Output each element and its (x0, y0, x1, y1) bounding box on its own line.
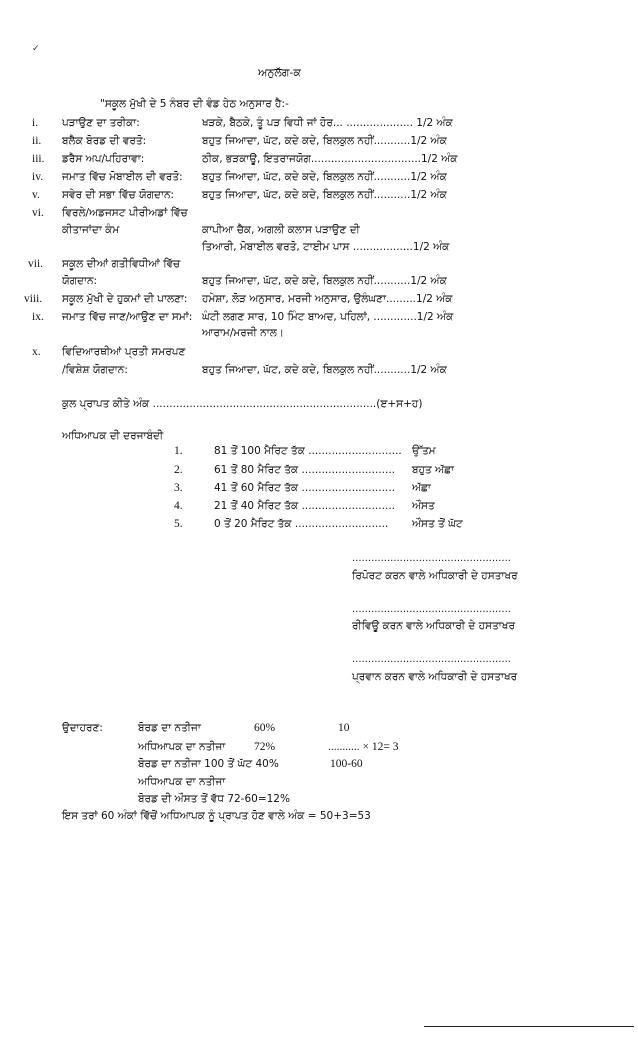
criterion-options: ਬਹੁਤ ਜਿਆਦਾ, ਘੱਟ, ਕਦੇ ਕਦੇ, ਬਿਲਕੁਲ ਨਹੀਂ...........1/2 ਅੰਕ (202, 275, 447, 287)
grade-number: 4. (174, 500, 183, 512)
grade-range: 81 ਤੋਂ 100 ਮੈਰਿਟ ਤੱਕ ............................ (214, 445, 402, 457)
criterion-label: ਸਕੂਲ ਮੁੱਖੀ ਦੇ ਹੁਕਮਾਂ ਦੀ ਪਾਲਣਾ: (62, 293, 188, 305)
criterion-options: ਖੜਕੇ, ਬੈਠਕੇ, ਤੂੰ ਪੜ ਵਿਧੀ ਜਾਂ ਹੋਰ... .................... 1/2 ਅੰਕ (202, 117, 453, 129)
example-row-text: ਅਧਿਆਪਕ ਦਾ ਨਤੀਜਾ (138, 776, 226, 788)
criterion-options: ਘੰਟੀ ਲਗਣ ਸਾਰ, 10 ਮਿੰਟ ਬਾਅਦ, ਪਹਿਲਾਂ, .............1/2 ਅੰਕ (202, 311, 454, 323)
example-row-pct: 60% (254, 722, 276, 734)
example-row-extra: 10 (338, 722, 350, 734)
criterion-number: v. (32, 189, 40, 201)
grade-label: ਅੱਛਾ (412, 482, 431, 494)
criterion-options-cont: ਆਰਾਮ/ਮਰਜੀ ਨਾਲ। (202, 327, 284, 339)
grade-number: 5. (174, 518, 183, 530)
grade-label: ਔਸਤ (412, 500, 435, 512)
signature-label-reporting: ਰਿਪੋਰਟ ਕਰਨ ਵਾਲੇ ਅਧਿਕਾਰੀ ਦੇ ਹਸਤਾਖਰ (352, 570, 518, 582)
criterion-options: ਬਹੁਤ ਜਿਆਦਾ, ਘੱਟ, ਕਦੇ ਕਦੇ, ਬਿਲਕੁਲ ਨਹੀਂ...........1/2 ਅੰਕ (202, 171, 447, 183)
signature-line: .................................................. (352, 604, 511, 615)
grade-number: 2. (174, 464, 183, 476)
criterion-label: ਜਮਾਤ ਵਿੱਚ ਜਾਣ/ਆਉਣ ਦਾ ਸਮਾਂ: (62, 311, 193, 323)
example-row-text: ਬੋਰਡ ਦਾ ਨਤੀਜਾ 100 ਤੋਂ ਘੱਟ 40% (138, 758, 279, 770)
criterion-label: ਵਿਦਿਆਰਥੀਆਂ ਪ੍ਰਤੀ ਸਮਰਪਣ (62, 346, 186, 358)
criterion-number: i. (32, 117, 39, 129)
criterion-label-cont: ਕੀਤਾਜਾਂਦਾ ਕੰਮ (62, 224, 120, 236)
example-row-pct: 72% (254, 741, 276, 753)
criterion-label-cont: ਯੋਗਦਾਨ: (62, 275, 98, 287)
example-row-text: ਬੋਰਡ ਦਾ ਨਤੀਜਾ (138, 722, 201, 734)
example-row-text: ਬੋਰਡ ਦੀ ਔਸਤ ਤੋਂ ਵੱਧ 72-60=12% (138, 793, 290, 805)
intro-text: "ਸਕੂਲ ਮੁੱਖੀ ਦੇ 5 ਨੰਬਰ ਦੀ ਵੰਡ ਹੇਠ ਅਨੁਸਾਰ ਹੈ:- (100, 98, 289, 110)
grade-range: 0 ਤੋਂ 20 ਮੈਰਿਟ ਤੱਕ ............................ (214, 518, 389, 530)
criterion-options: ਬਹੁਤ ਜਿਆਦਾ, ਘੱਟ, ਕਦੇ ਕਦੇ, ਬਿਲਕੁਲ ਨਹੀਂ...........1/2 ਅੰਕ (202, 364, 447, 376)
example-label: ਉਦਾਹਰਣ: (62, 722, 103, 734)
criterion-number: ii. (32, 135, 42, 147)
criterion-options: ਹਮੇਸ਼ਾ, ਲੋੜ ਅਨੁਸਾਰ, ਮਰਜੀ ਅਨੁਸਾਰ, ਉਲੰਘਣਾ.........1/2 ਅੰਕ (202, 293, 453, 305)
grading-heading: ਅਧਿਆਪਕ ਦੀ ਦਰਜਾਬੰਦੀ (62, 430, 164, 442)
criterion-options: ਬਹੁਤ ਜਿਆਦਾ, ਘੱਟ, ਕਦੇ ਕਦੇ, ਬਿਲਕੁਲ ਨਹੀਂ...........1/2 ਅੰਕ (202, 189, 447, 201)
criterion-number: iv. (32, 171, 44, 183)
annexure-title: ਅਨੁਲੱਗ-ਕ (258, 66, 301, 79)
grade-label: ਬਹੁਤ ਅੱਛਾ (412, 464, 454, 476)
grade-label: ਉੱਤਮ (412, 445, 436, 457)
total-marks-line: ਕੁਲ ਪ੍ਰਾਪਤ ਕੀਤੇ ਅੰਕ ...................................................................(ੲ+ਸ+ਹ) (62, 398, 423, 410)
grade-label: ਔਸਤ ਤੋਂ ਘੱਟ (412, 518, 463, 530)
criterion-number: iii. (32, 153, 45, 165)
criterion-number: ix. (32, 311, 44, 323)
grade-range: 21 ਤੋਂ 40 ਮੈਰਿਟ ਤੱਕ ............................ (214, 500, 395, 512)
tick-mark: ✓ (32, 44, 40, 54)
criterion-number: viii. (24, 293, 43, 305)
criterion-label: ਪੜਾਉਣ ਦਾ ਤਰੀਕਾ: (62, 117, 140, 129)
grade-range: 61 ਤੋਂ 80 ਮੈਰਿਟ ਤੱਕ ............................ (214, 464, 395, 476)
example-row-text: ਅਧਿਆਪਕ ਦਾ ਨਤੀਜਾ (138, 741, 226, 753)
criterion-label: ਸਕੂਲ ਦੀਆਂ ਗਤੀਵਿਧੀਆਂ ਵਿੱਚ (62, 258, 181, 270)
criterion-label: ਸਵੇਰ ਦੀ ਸਭਾ ਵਿੱਚ ਯੋਗਦਾਨ: (62, 189, 175, 201)
example-final: ਇਸ ਤਰਾਂ 60 ਅੰਕਾਂ ਵਿੱਚੋਂ ਅਧਿਆਪਕ ਨੂੰ ਪ੍ਰਾਪਤ ਹੋਣ ਵਾਲੇ ਅੰਕ = 50+3=53 (62, 810, 371, 822)
criterion-options: ਕਾਪੀਆ ਚੈਕ, ਅਗਲੀ ਕਲਾਸ ਪੜਾਉਣ ਦੀ (202, 224, 360, 236)
grade-number: 1. (174, 445, 183, 457)
signature-line: .................................................. (352, 654, 511, 665)
criterion-label-cont: /ਵਿਸ਼ੇਸ਼ ਯੋਗਦਾਨ: (62, 364, 128, 376)
criterion-number: vii. (28, 258, 44, 270)
signature-label-reviewing: ਰੀਵਿਊ ਕਰਨ ਵਾਲੇ ਅਧਿਕਾਰੀ ਦੇ ਹਸਤਾਖਰ (352, 620, 515, 632)
criterion-label: ਡਰੈਸ ਅਪ/ਪਹਿਰਾਵਾ: (62, 153, 145, 165)
criterion-options: ਬਹੁਤ ਜਿਆਦਾ, ਘੱਟ, ਕਦੇ ਕਦੇ, ਬਿਲਕੁਲ ਨਹੀਂ...........1/2 ਅੰਕ (202, 135, 447, 147)
footer-rule (424, 1026, 634, 1027)
grade-number: 3. (174, 482, 183, 494)
signature-line: .................................................. (352, 553, 511, 564)
example-row-extra: 100-60 (330, 758, 363, 770)
criterion-number: vi. (32, 207, 44, 219)
grade-range: 41 ਤੋਂ 60 ਮੈਰਿਟ ਤੱਕ ............................ (214, 482, 395, 494)
signature-label-accepting: ਪ੍ਰਵਾਨ ਕਰਨ ਵਾਲੇ ਅਧਿਕਾਰੀ ਦੇ ਹਸਤਾਖਰ (352, 671, 518, 683)
criterion-options-cont: ਤਿਆਰੀ, ਮੋਬਾਈਲ ਵਰਤੋ, ਟਾਈਮ ਪਾਸ ..................1/2 ਅੰਕ (202, 241, 450, 253)
criterion-label: ਬਲੈਕ ਬੋਰਡ ਦੀ ਵਰਤੋ: (62, 135, 147, 147)
example-row-extra: ........... × 12= 3 (328, 741, 399, 753)
criterion-label: ਜਮਾਤ ਵਿੱਚ ਮੋਬਾਈਲ ਦੀ ਵਰਤੋ: (62, 171, 183, 183)
criterion-number: x. (32, 346, 41, 358)
criterion-options: ਠੀਕ, ਭੜਕਾਊ, ਇਤਰਾਜਯੋਗ.................................1/2 ਅੰਕ (202, 153, 458, 165)
criterion-label: ਵਿਰਲੇ/ਅਡਜਸਟ ਪੀਰੀਅਡਾਂ ਵਿੱਚ (62, 207, 188, 219)
